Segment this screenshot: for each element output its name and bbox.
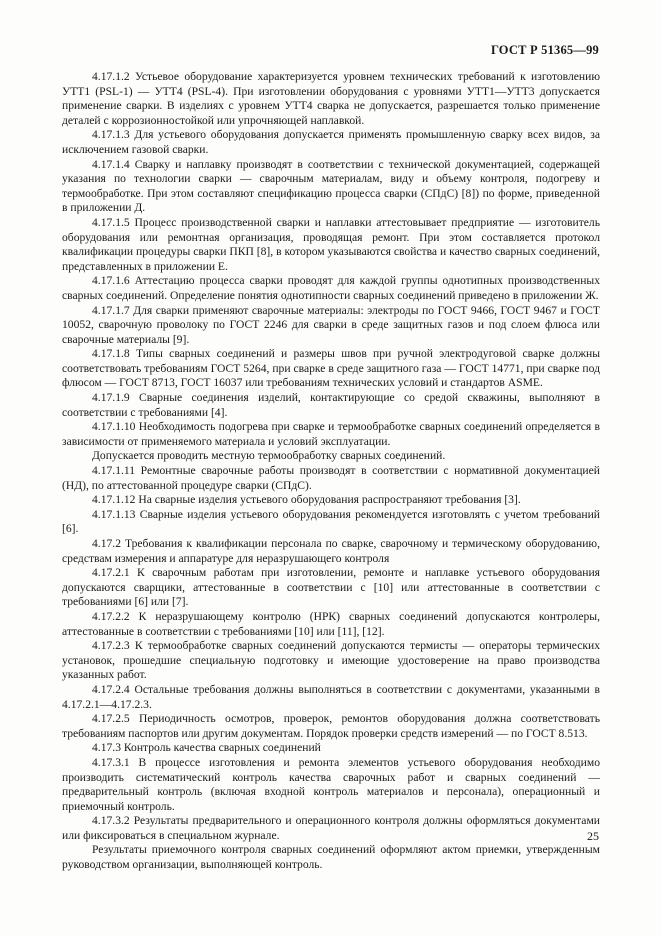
paragraph-4-17-1-13: 4.17.1.13 Сварные изделия устьевого оборудования рекомендуется изготовлять с учетом требований [6]. (62, 507, 600, 536)
paragraph-4-17-1-8: 4.17.1.8 Типы сварных соединений и размеры швов при ручной электродуговой сварке должны соответствовать требованиям ГОСТ 5264, при сварке в среде защитного газа — ГОСТ 14771, при сварке под флюсом — ГОСТ 8713, ГОСТ 16037 или требованиям технических условий и стандартов ASME. (62, 347, 600, 390)
paragraph-4-17-2-1: 4.17.2.1 К сварочным работам при изготовлении, ремонте и наплавке устьевого оборудования допускаются сварщики, аттестованные в соответствии с [10] или аттестованные в соответствии с требованиями [6] или [7]. (62, 566, 600, 609)
paragraph-4-17-1-7: 4.17.1.7 Для сварки применяют сварочные материалы: электроды по ГОСТ 9466, ГОСТ 9467 и ГОСТ 10052, сварочную проволоку по ГОСТ 2246 для сварки в среде защитных газов и под слоем флюса или сварочные материалы [9]. (62, 303, 600, 346)
paragraph-4-17-2-4: 4.17.2.4 Остальные требования должны выполняться в соответствии с документами, указанными в 4.17.2.1—4.17.2.3. (62, 682, 600, 711)
paragraph-4-17-1-12: 4.17.1.12 На сварные изделия устьевого оборудования распространяют требования [3]. (92, 493, 521, 507)
paragraph-acceptance-results: Результаты приемочного контроля сварных соединений оформляют актом приемки, утвержденным руководством организации, выполняющей контроль. (62, 843, 600, 872)
paragraph-4-17-2-5: 4.17.2.5 Периодичность осмотров, проверок, ремонтов оборудования должна соответствовать требованиям паспортов или другим документам. Порядок проверки средств измерений — по ГОСТ 8.513. (62, 712, 600, 740)
paragraph-4-17-1-4: 4.17.1.4 Сварку и наплавку производят в соответствии с технической документацией, содержащей указания по технологии сварки — сварочным материалам, виду и объему контроля, подогреву и термообработке. При этом составляют спецификацию процесса сварки (СПдС) [8]) по форме, приведенной в приложении Д. (62, 157, 600, 215)
document-body (62, 70, 600, 873)
paragraph-4-17-1-3: 4.17.1.3 Для устьевого оборудования допускается применять промышленную сварку всех видов, за исключением газовой сварки. (62, 128, 600, 156)
paragraph-4-17-2-3: 4.17.2.3 К термообработке сварных соединений допускаются термисты — операторы термических установок, прошедшие специальную подготовку и имеющие удостоверение на право производства указанных работ. (62, 639, 600, 682)
paragraph-4-17-1-11: 4.17.1.11 Ремонтные сварочные работы производят в соответствии с нормативной документацией (НД), по аттестованной процедуре сварки (СПдС). (62, 464, 600, 492)
paragraph-4-17-1-9: 4.17.1.9 Сварные соединения изделий, контактирующие со средой скважины, выполняют в соответствии с требованиями [4]. (62, 391, 600, 419)
paragraph-4-17-1-5: 4.17.1.5 Процесс производственной сварки и наплавки аттестовывает предприятие — изготовитель оборудования или ремонтная организация, проводящая ремонт. При этом составляется протокол квалификации процедуры сварки ПКП [8], в котором указываются свойства и качество сварных соединений, представленных в приложении Е. (62, 215, 600, 273)
paragraph-4-17-3-1: 4.17.3.1 В процессе изготовления и ремонта элементов устьевого оборудования необходимо производить систематический контроль качества сварочных работ и сварных соединений — предварительный контроль (включая входной контроль материалов и персонала), операционный и приемочный контроль. (62, 755, 600, 813)
document-header: ГОСТ Р 51365—99 (490, 43, 599, 57)
paragraph-4-17-1-6: 4.17.1.6 Аттестацию процесса сварки проводят для каждой группы однотипных производственных сварных соединений. Определение понятия однотипности сварных соединений приведено в приложении Ж. (62, 274, 600, 302)
section-4-17-2-heading: 4.17.2 Требования к квалификации персонала по сварке, сварочному и термическому оборудованию, средствам измерения и аппаратуре для неразрушающего контроля (62, 537, 600, 565)
page-number: 25 (587, 829, 599, 843)
paragraph-4-17-1-2: 4.17.1.2 Устьевое оборудование характеризуется уровнем технических требований к изготовлению УТТ1 (PSL-1) — УТТ4 (PSL-4). При изготовлении оборудования с уровнями УТТ1—УТТ3 допускается применение сварки. В изделиях с уровнем УТТ4 сварка не допускается, разрешается только применение деталей с коррозионностойкой или упрочняющей наплавкой. (62, 70, 600, 127)
paragraph-local-heat-treatment: Допускается проводить местную термообработку сварных соединений. (92, 449, 446, 463)
section-4-17-3-heading: 4.17.3 Контроль качества сварных соединений (92, 741, 321, 755)
paragraph-4-17-3-2: 4.17.3.2 Результаты предварительного и операционного контроля должны оформляться документами или фиксироваться в специальном журнале. (62, 814, 600, 842)
paragraph-4-17-1-10: 4.17.1.10 Необходимость подогрева при сварке и термообработке сварных соединений определяется в зависимости от применяемого материала и условий эксплуатации. (62, 420, 600, 448)
paragraph-4-17-2-2: 4.17.2.2 К неразрушающему контролю (НРК) сварных соединений допускаются контролеры, аттестованные в соответствии с требованиями [10] или [11], [12]. (62, 609, 600, 638)
